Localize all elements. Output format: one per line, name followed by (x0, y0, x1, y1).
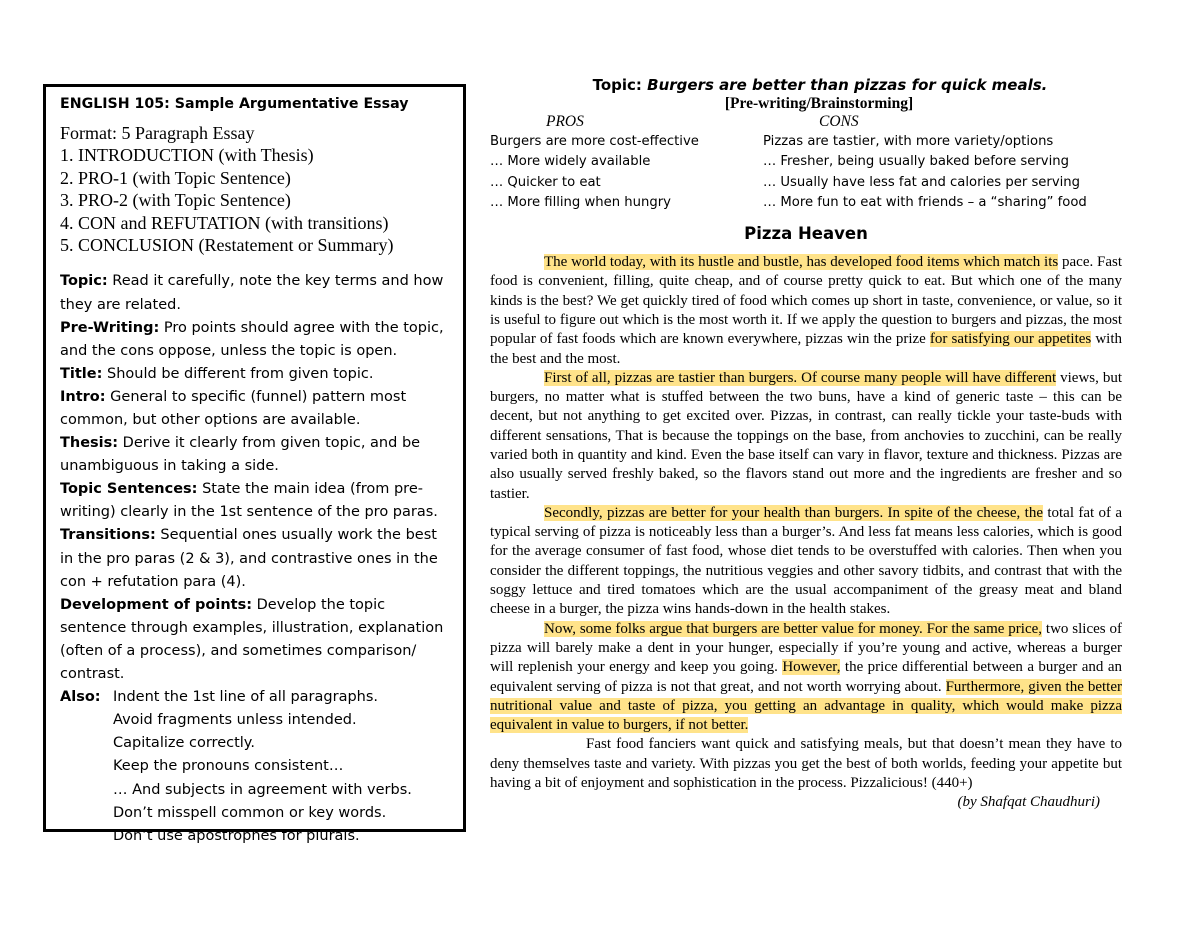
format-item: 5. CONCLUSION (Restatement or Summary) (60, 235, 394, 256)
con-item: Pizzas are tastier, with more variety/options (763, 134, 1054, 150)
tip-prewriting: Pre-Writing: Pro points should agree with the topic, and the cons oppose, unless the topic is open. (60, 319, 444, 359)
tip-transitions: Transitions: Sequential ones usually work the best in the pro paras (2 & 3), and contrastive ones in the con + refutation para (4). (60, 527, 438, 590)
also-items (113, 686, 451, 848)
tip-development: Development of points: Develop the topic sentence through examples, illustration, explanation (often of a process), and sometimes comparison/ contrast. (60, 596, 444, 683)
essay-column (490, 76, 1122, 811)
pro-item: … Quicker to eat (490, 174, 601, 190)
essay-title: Pizza Heaven (744, 224, 868, 244)
also-block (60, 686, 451, 848)
tips-list (60, 270, 451, 847)
tip-thesis: Thesis: Derive it clearly from given topic, and be unambiguous in taking a side. (60, 435, 421, 475)
paragraph-pro-1: First of all, pizzas are tastier than burgers. Of course many people will have different views, but burgers, no matter what is stuffed between the two buns, have a kind of generic taste – this can be decent, but not anything to get excited over. Pizzas, in contrast, can really tickle your taste-buds with different sensations, That is because the toppings on the base, from anchovies to zucchini, can be really varied both in quantity and kind. Even the base itself can vary in flavor, texture and thickness. Pizzas are also usually served freshly baked, so the flavors stand out more and the ingredients are fresher and so tastier. (490, 369, 1122, 502)
topic-text: Burgers are better than pizzas for quick meals. (647, 76, 1048, 94)
tip-intro: Intro: General to specific (funnel) pattern most common, but other options are available. (60, 388, 407, 428)
cons-heading: CONS (819, 113, 859, 130)
guidelines-title: ENGLISH 105: Sample Argumentative Essay (60, 96, 409, 112)
tip-topic-sentences: Topic Sentences: State the main idea (from pre-writing) clearly in the 1st sentence of the pro paras. (60, 481, 438, 521)
topic-line (518, 76, 1122, 94)
also-item: Avoid fragments unless intended. (113, 712, 357, 729)
also-item: … And subjects in agreement with verbs. (113, 781, 412, 798)
also-item: Don’t misspell common or key words. (113, 804, 387, 821)
topic-label: Topic: (592, 76, 642, 94)
format-item: 4. CON and REFUTATION (with transitions) (60, 212, 389, 233)
tip-topic: Topic: Read it carefully, note the key terms and how they are related. (60, 273, 444, 313)
pro-item: … More widely available (490, 154, 651, 170)
format-item: 1. INTRODUCTION (with Thesis) (60, 145, 314, 166)
format-list (60, 122, 451, 256)
paragraph-conclusion: Fast food fanciers want quick and satisfying meals, but that doesn’t mean they have to deny themselves taste and variety. With pizzas you get the best of both worlds, feeding your appetite but having a bit of enjoyment and sophistication in the process. Pizzalicious! (440+) (490, 736, 1122, 792)
pros-heading: PROS (546, 113, 584, 130)
format-heading: Format: 5 Paragraph Essay (60, 123, 255, 143)
guidelines-box (43, 84, 466, 844)
con-item: … Usually have less fat and calories per serving (763, 174, 1081, 190)
pros-cons-table (490, 112, 1122, 213)
tip-title: Title: Should be different from given topic. (60, 365, 374, 382)
also-item: Don’t use apostrophes for plurals. (113, 827, 360, 844)
paragraph-introduction: The world today, with its hustle and bustle, has developed food items which match its pace. Fast food is convenient, filling, quite cheap, and of course pretty quick to eat. But which one of the many kinds is the best? We get quickly tired of food which comes up short in taste, convenience, or value, so it is useful to figure out which is the most worth it. If we apply the question to burgers and pizzas, the most popular of fast foods which are known everywhere, pizzas win the prize for satisfying our appetites with the best and the most. (490, 254, 1123, 367)
pro-item: Burgers are more cost-effective (490, 134, 699, 150)
format-item: 3. PRO-2 (with Topic Sentence) (60, 190, 291, 211)
cons-column (763, 112, 1122, 213)
pros-column (490, 112, 763, 213)
essay-body (490, 253, 1122, 811)
con-item: … More fun to eat with friends – a “sharing” food (763, 194, 1087, 210)
pro-item: … More filling when hungry (490, 194, 671, 210)
con-item: … Fresher, being usually baked before serving (763, 154, 1069, 170)
byline: (by Shafqat Chaudhuri) (957, 794, 1100, 811)
prewriting-heading: [Pre-writing/Brainstorming] (724, 95, 914, 112)
also-item: Keep the pronouns consistent… (113, 758, 344, 775)
also-item: Indent the 1st line of all paragraphs. (113, 689, 379, 706)
also-item: Capitalize correctly. (113, 735, 255, 752)
also-label: Also: (60, 689, 101, 706)
paragraph-con-refutation: Now, some folks argue that burgers are better value for money. For the same price, two slices of pizza will barely make a dent in your hunger, especially if you’re young and active, whereas a burger will replenish your energy and keep you going. However, the price differential between a burger and an equivalent serving of pizza is not that great, and not worth worrying about. Furthermore, given the better nutritional value and taste of pizza, you getting an advantage in quality, which would make pizza equivalent in value to burgers, if not better. (490, 620, 1123, 734)
format-item: 2. PRO-1 (with Topic Sentence) (60, 167, 291, 188)
paragraph-pro-2: Secondly, pizzas are better for your health than burgers. In spite of the cheese, the total fat of a typical serving of pizza is noticeably less than a burger’s. And less fat means less calories, which is good for the average consumer of fast food, whose diet tends to be overstuffed with calories. Then when you consider the different toppings, the nutritious veggies and other savory tidbits, and contrast that with the soggy lettuce and tired tomatoes which are the usual accompaniment of the greasy meat and bland cheese in a burger, the pizza wins hands-down in the health stakes. (490, 504, 1122, 618)
